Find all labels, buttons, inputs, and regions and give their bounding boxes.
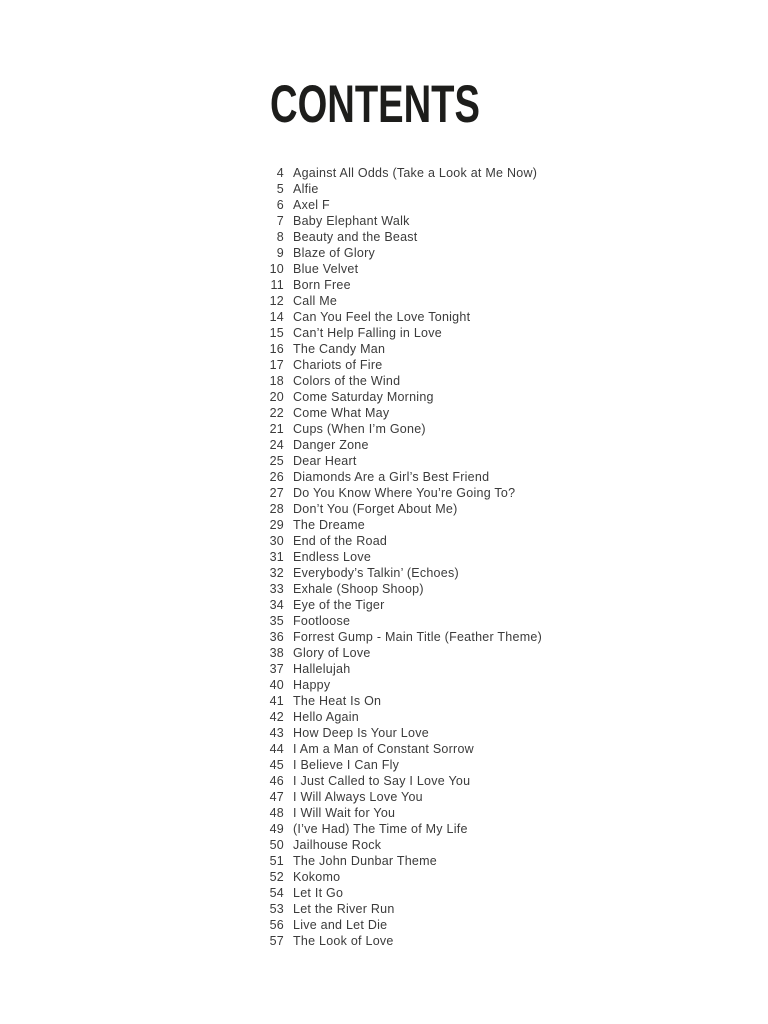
page-title: CONTENTS <box>270 75 480 134</box>
toc-row <box>0 213 768 229</box>
toc-song-title: I Am a Man of Constant Sorrow <box>293 742 474 756</box>
toc-song-title: Cups (When I’m Gone) <box>293 422 426 436</box>
toc-song-title: Dear Heart <box>293 454 357 468</box>
toc-page-number: 9 <box>276 246 284 260</box>
toc-song-title: Blaze of Glory <box>293 246 376 260</box>
toc-list <box>0 165 768 949</box>
toc-song-title: Colors of the Wind <box>293 374 401 388</box>
toc-row <box>0 629 768 645</box>
toc-page-number: 32 <box>269 566 284 580</box>
toc-page-number: 21 <box>269 422 284 436</box>
toc-song-title: I Believe I Can Fly <box>293 758 400 772</box>
toc-song-title: Jailhouse Rock <box>293 838 382 852</box>
toc-row <box>0 549 768 565</box>
toc-song-title: Born Free <box>293 278 351 292</box>
toc-row <box>0 181 768 197</box>
toc-row <box>0 693 768 709</box>
toc-page-number: 18 <box>269 374 284 388</box>
toc-page-number: 12 <box>269 294 284 308</box>
toc-row <box>0 533 768 549</box>
toc-row <box>0 453 768 469</box>
toc-page-number: 43 <box>269 726 284 740</box>
toc-song-title: Do You Know Where You’re Going To? <box>293 486 516 500</box>
toc-page-number: 53 <box>269 902 284 916</box>
toc-row <box>0 917 768 933</box>
toc-song-title: Hello Again <box>293 710 359 724</box>
toc-song-title: Can You Feel the Love Tonight <box>293 310 471 324</box>
toc-row <box>0 469 768 485</box>
toc-row <box>0 613 768 629</box>
toc-page-number: 37 <box>269 662 284 676</box>
toc-page-number: 6 <box>276 198 284 212</box>
toc-row <box>0 277 768 293</box>
toc-page-number: 29 <box>269 518 284 532</box>
toc-row <box>0 597 768 613</box>
toc-song-title: Let the River Run <box>293 902 395 916</box>
toc-row <box>0 853 768 869</box>
toc-row <box>0 581 768 597</box>
toc-page-number: 36 <box>269 630 284 644</box>
toc-row <box>0 821 768 837</box>
toc-page-number: 44 <box>269 742 284 756</box>
toc-row <box>0 405 768 421</box>
toc-song-title: Forrest Gump - Main Title (Feather Theme) <box>293 630 542 644</box>
toc-page-number: 49 <box>269 822 284 836</box>
toc-row <box>0 421 768 437</box>
toc-page-number: 57 <box>269 934 284 948</box>
toc-page-number: 11 <box>270 278 284 292</box>
toc-row <box>0 773 768 789</box>
toc-song-title: Exhale (Shoop Shoop) <box>293 582 424 596</box>
toc-row <box>0 741 768 757</box>
toc-row <box>0 933 768 949</box>
toc-row <box>0 373 768 389</box>
toc-row <box>0 501 768 517</box>
toc-song-title: I Just Called to Say I Love You <box>293 774 471 788</box>
toc-row <box>0 645 768 661</box>
toc-page-number: 56 <box>269 918 284 932</box>
toc-page-number: 25 <box>269 454 284 468</box>
toc-row <box>0 389 768 405</box>
toc-page-number: 41 <box>269 694 284 708</box>
toc-song-title: Axel F <box>293 198 330 212</box>
toc-row <box>0 197 768 213</box>
toc-page-number: 50 <box>269 838 284 852</box>
toc-song-title: The Candy Man <box>293 342 386 356</box>
toc-page-number: 52 <box>269 870 284 884</box>
toc-song-title: Eye of the Tiger <box>293 598 385 612</box>
toc-song-title: Kokomo <box>293 870 341 884</box>
toc-song-title: Let It Go <box>293 886 344 900</box>
toc-row <box>0 837 768 853</box>
toc-page-number: 4 <box>276 166 284 180</box>
toc-row <box>0 725 768 741</box>
toc-page-number: 17 <box>269 358 284 372</box>
toc-song-title: Come Saturday Morning <box>293 390 434 404</box>
toc-page-number: 7 <box>276 214 284 228</box>
toc-song-title: The Look of Love <box>293 934 394 948</box>
toc-page-number: 35 <box>269 614 284 628</box>
toc-song-title: Endless Love <box>293 550 372 564</box>
toc-page-number: 48 <box>269 806 284 820</box>
toc-song-title: Hallelujah <box>293 662 351 676</box>
toc-song-title: Footloose <box>293 614 351 628</box>
toc-page-number: 27 <box>269 486 284 500</box>
toc-row <box>0 661 768 677</box>
toc-song-title: (I’ve Had) The Time of My Life <box>293 822 468 836</box>
toc-row <box>0 709 768 725</box>
toc-row <box>0 165 768 181</box>
toc-song-title: Chariots of Fire <box>293 358 383 372</box>
toc-song-title: Against All Odds (Take a Look at Me Now) <box>293 166 538 180</box>
toc-row <box>0 357 768 373</box>
toc-song-title: Everybody’s Talkin’ (Echoes) <box>293 566 459 580</box>
toc-song-title: Baby Elephant Walk <box>293 214 410 228</box>
toc-row <box>0 757 768 773</box>
toc-page-number: 54 <box>269 886 284 900</box>
toc-song-title: The Heat Is On <box>293 694 382 708</box>
toc-row <box>0 261 768 277</box>
toc-page-number: 42 <box>269 710 284 724</box>
toc-page-number: 34 <box>269 598 284 612</box>
toc-page-number: 46 <box>269 774 284 788</box>
toc-page-number: 33 <box>269 582 284 596</box>
toc-row <box>0 325 768 341</box>
toc-page-number: 45 <box>269 758 284 772</box>
toc-song-title: How Deep Is Your Love <box>293 726 429 740</box>
toc-row <box>0 229 768 245</box>
toc-page-number: 20 <box>269 390 284 404</box>
toc-page-number: 31 <box>269 550 284 564</box>
toc-row <box>0 293 768 309</box>
toc-row <box>0 789 768 805</box>
toc-song-title: Alfie <box>293 182 319 196</box>
toc-row <box>0 901 768 917</box>
toc-song-title: Glory of Love <box>293 646 371 660</box>
toc-row <box>0 437 768 453</box>
toc-song-title: Call Me <box>293 294 338 308</box>
toc-row <box>0 341 768 357</box>
toc-song-title: Live and Let Die <box>293 918 388 932</box>
toc-song-title: Diamonds Are a Girl’s Best Friend <box>293 470 490 484</box>
toc-page-number: 16 <box>269 342 284 356</box>
toc-song-title: Come What May <box>293 406 390 420</box>
toc-row <box>0 805 768 821</box>
toc-page-number: 22 <box>269 406 284 420</box>
toc-row <box>0 517 768 533</box>
toc-row <box>0 869 768 885</box>
toc-page-number: 47 <box>269 790 284 804</box>
toc-page-number: 38 <box>269 646 284 660</box>
toc-song-title: End of the Road <box>293 534 388 548</box>
toc-song-title: Can’t Help Falling in Love <box>293 326 442 340</box>
toc-page-number: 26 <box>269 470 284 484</box>
toc-row <box>0 677 768 693</box>
toc-song-title: The John Dunbar Theme <box>293 854 437 868</box>
toc-page-number: 14 <box>269 310 284 324</box>
toc-song-title: I Will Wait for You <box>293 806 396 820</box>
toc-page-number: 15 <box>269 326 284 340</box>
toc-page-number: 51 <box>269 854 284 868</box>
toc-page-number: 24 <box>269 438 284 452</box>
toc-song-title: I Will Always Love You <box>293 790 423 804</box>
toc-row <box>0 245 768 261</box>
toc-song-title: Beauty and the Beast <box>293 230 418 244</box>
toc-row <box>0 485 768 501</box>
toc-page-number: 30 <box>269 534 284 548</box>
toc-song-title: The Dreame <box>293 518 365 532</box>
toc-page-number: 28 <box>269 502 284 516</box>
toc-row <box>0 565 768 581</box>
toc-page-number: 8 <box>276 230 284 244</box>
toc-song-title: Danger Zone <box>293 438 369 452</box>
toc-page-number: 10 <box>269 262 284 276</box>
toc-song-title: Blue Velvet <box>293 262 359 276</box>
toc-song-title: Don’t You (Forget About Me) <box>293 502 458 516</box>
toc-page-number: 40 <box>269 678 284 692</box>
toc-row <box>0 309 768 325</box>
toc-row <box>0 885 768 901</box>
toc-song-title: Happy <box>293 678 331 692</box>
toc-page-number: 5 <box>276 182 284 196</box>
